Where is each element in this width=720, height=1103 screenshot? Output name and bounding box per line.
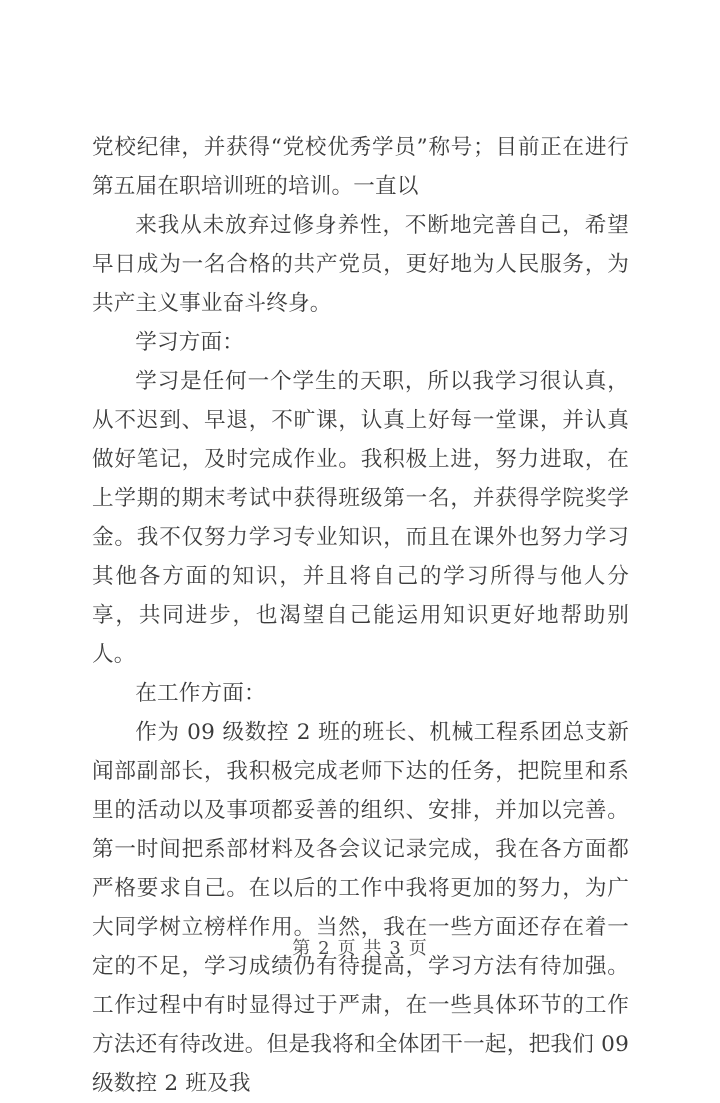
section-heading-study: 学习方面： [135,330,245,355]
paragraph-study-aspect: 学习是任何一个学生的天职，所以我学习很认真，从不迟到、早退，不旷课，认真上好每一堂课，并认真做好笔记，及时完成作业。我积极上进，努力进取，在上学期的期末考试中获得班级第一名，并获得学院奖学金。我不仅努力学习专业知识，而且在课外也努力学习其他各方面的知识，并且将自己的学习所得与他人分享，共同进步，也渴望自己能运用知识更好地帮助别人。 [92,369,629,667]
paragraph-continuation: 党校纪律，并获得“党校优秀学员”称号；目前正在进行第五届在职培训班的培训。一直以 [92,135,629,199]
paragraph-work-aspect: 作为 09 级数控 2 班的班长、机械工程系团总支新闻部副部长，我积极完成老师下达的任务，把院里和系里的活动以及事项都妥善的组织、安排，并加以完善。第一时间把系部材料及各会议记录完成，我在各方面都严格要求自己。在以后的工作中我将更加的努力，为广大同学树立榜样作用。当然，我在一些方面还存在着一定的不足，学习成绩仍有待提高，学习方法有待加强。工作过程中有时显得过于严肃，在一些具体环节的工作方法还有待改进。但是我将和全体团干一起，把我们 09 级数控 2 班及我 [92,720,629,1096]
page-number-label: 第 2 页 共 3 页 [292,938,428,959]
section-heading-work: 在工作方面： [135,681,266,706]
page-footer [0,936,720,962]
paragraph-thought-aspiration: 来我从未放弃过修身养性，不断地完善自己，希望早日成为一名合格的共产党员，更好地为人民服务，为共产主义事业奋斗终身。 [92,213,629,316]
